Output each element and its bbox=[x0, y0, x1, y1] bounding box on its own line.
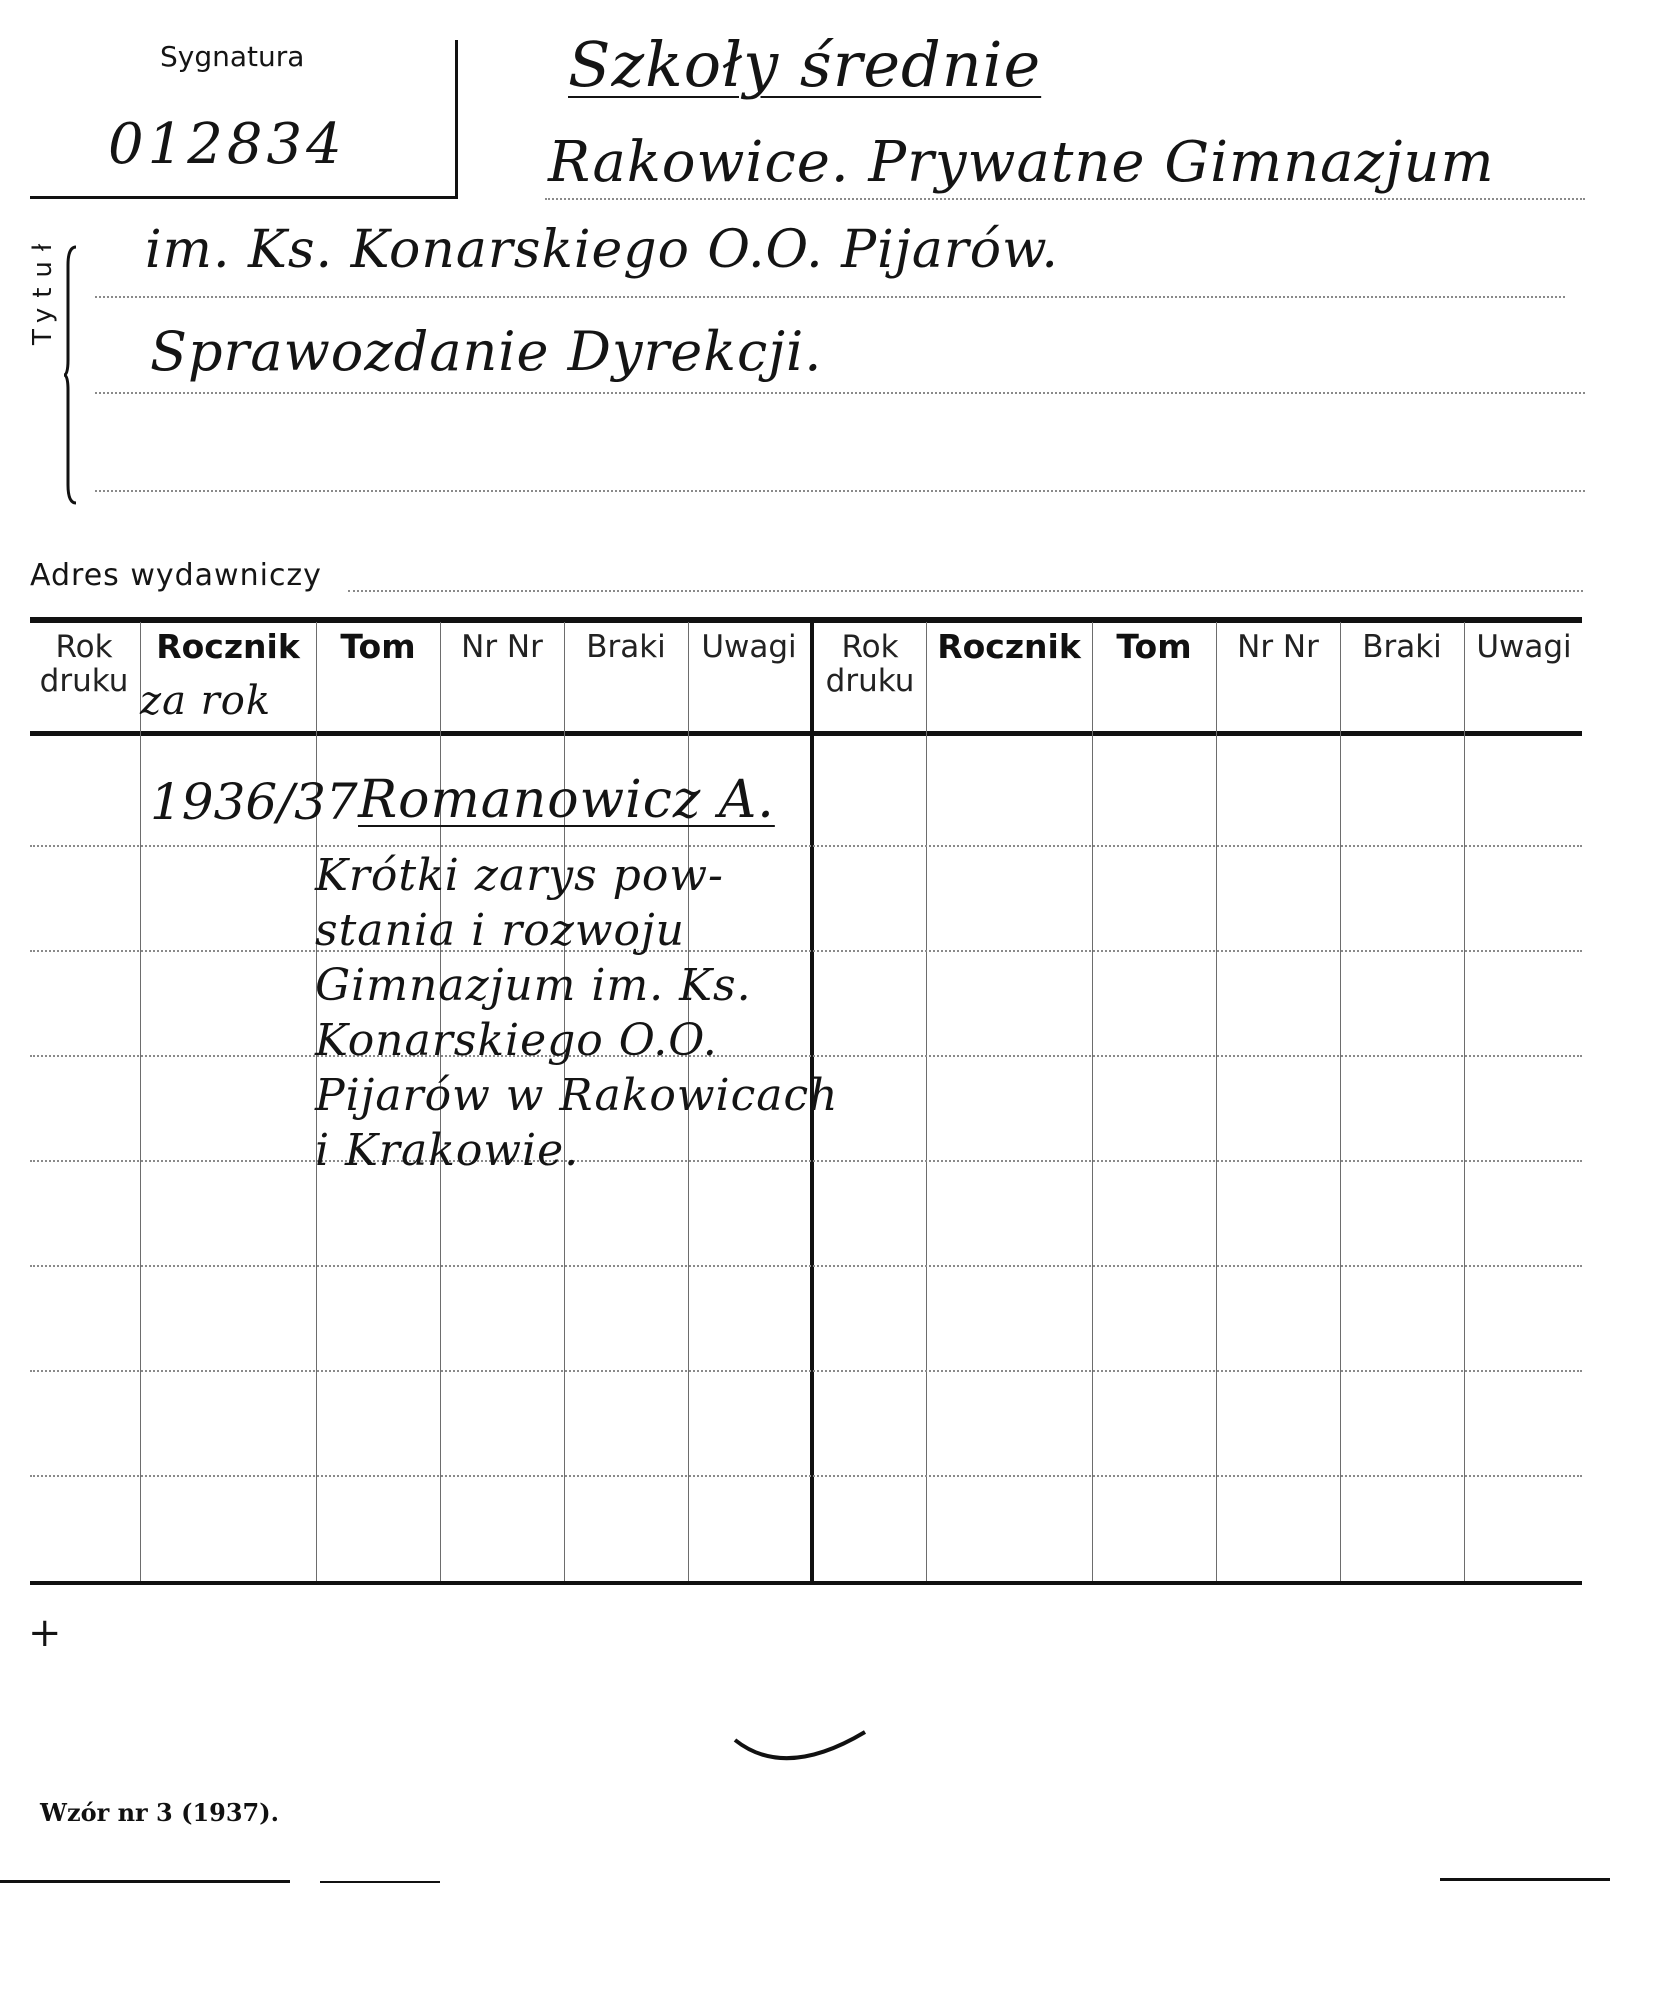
header-tom-left: Tom bbox=[340, 627, 416, 666]
sygnatura-number: 012834 bbox=[108, 112, 346, 177]
table-top-rule bbox=[30, 617, 1582, 623]
entry-author: Romanowicz A. bbox=[358, 770, 775, 830]
row-dotted-rule bbox=[30, 845, 1582, 847]
header-braki-right: Braki bbox=[1362, 629, 1442, 665]
entry-title-line: Pijarów w Rakowicach bbox=[315, 1070, 839, 1121]
header-rocznik-za-rok: za rok bbox=[140, 678, 272, 724]
header-nr-nr-left: Nr Nr bbox=[461, 629, 543, 665]
tytul-label: Tytuł bbox=[28, 233, 58, 345]
tytul-brace bbox=[64, 245, 78, 505]
column-line bbox=[1340, 622, 1341, 1581]
adres-dotted-rule bbox=[348, 590, 1583, 592]
heading-dotted-rule bbox=[545, 198, 1585, 200]
header-uwagi-right: Uwagi bbox=[1476, 629, 1572, 665]
header-uwagi-left: Uwagi bbox=[701, 629, 797, 665]
title-dotted-rule-1 bbox=[95, 296, 1565, 298]
row-dotted-rule bbox=[30, 1055, 1582, 1057]
row-dotted-rule bbox=[30, 1160, 1582, 1162]
adres-wydawniczy-label: Adres wydawniczy bbox=[30, 558, 322, 593]
heading-line-1: Szkoły średnie bbox=[568, 28, 1042, 101]
column-line bbox=[140, 622, 141, 1581]
curved-stroke-mark bbox=[730, 1730, 870, 1780]
title-dotted-rule-3 bbox=[95, 490, 1585, 492]
title-line-1: im. Ks. Konarskiego O.O. Pijarów. bbox=[145, 220, 1059, 280]
column-line bbox=[1216, 622, 1217, 1581]
row-dotted-rule bbox=[30, 1475, 1582, 1477]
plus-mark: + bbox=[28, 1610, 63, 1656]
entry-title-line: Konarskiego O.O. bbox=[315, 1015, 718, 1066]
entry-title-line: stania i rozwoju bbox=[315, 905, 686, 956]
sygnatura-label: Sygnatura bbox=[160, 40, 305, 73]
title-dotted-rule-2 bbox=[95, 392, 1585, 394]
column-line bbox=[1092, 622, 1093, 1581]
column-line bbox=[1464, 622, 1465, 1581]
table-header-rule bbox=[30, 731, 1582, 736]
form-template-label: Wzór nr 3 (1937). bbox=[40, 1798, 279, 1827]
row-dotted-rule bbox=[30, 1370, 1582, 1372]
scan-edge-mark bbox=[1440, 1878, 1610, 1881]
header-rok-druku-left: Rok druku bbox=[39, 629, 129, 699]
header-rocznik-left: Rocznik bbox=[156, 627, 300, 666]
header-rocznik-right: Rocznik bbox=[937, 627, 1081, 666]
row-dotted-rule bbox=[30, 950, 1582, 952]
header-tom-right: Tom bbox=[1116, 627, 1192, 666]
row-dotted-rule bbox=[30, 1265, 1582, 1267]
entry-year: 1936/37 bbox=[150, 773, 358, 831]
header-rok-druku-right: Rok druku bbox=[825, 629, 915, 699]
entry-title-line: Gimnazjum im. Ks. bbox=[315, 960, 752, 1011]
title-line-2: Sprawozdanie Dyrekcji. bbox=[150, 320, 823, 383]
scan-edge-mark bbox=[0, 1880, 290, 1883]
header-braki-left: Braki bbox=[586, 629, 666, 665]
table-bottom-rule bbox=[30, 1581, 1582, 1585]
sygnatura-underline bbox=[30, 196, 458, 199]
scan-edge-mark bbox=[320, 1881, 440, 1883]
entry-title-line: i Krakowie. bbox=[315, 1125, 580, 1176]
heading-line-2: Rakowice. Prywatne Gimnazjum bbox=[548, 130, 1495, 195]
sygnatura-divider bbox=[455, 40, 458, 199]
header-nr-nr-right: Nr Nr bbox=[1237, 629, 1319, 665]
entry-title-line: Krótki zarys pow- bbox=[315, 850, 724, 901]
column-line bbox=[926, 622, 927, 1581]
